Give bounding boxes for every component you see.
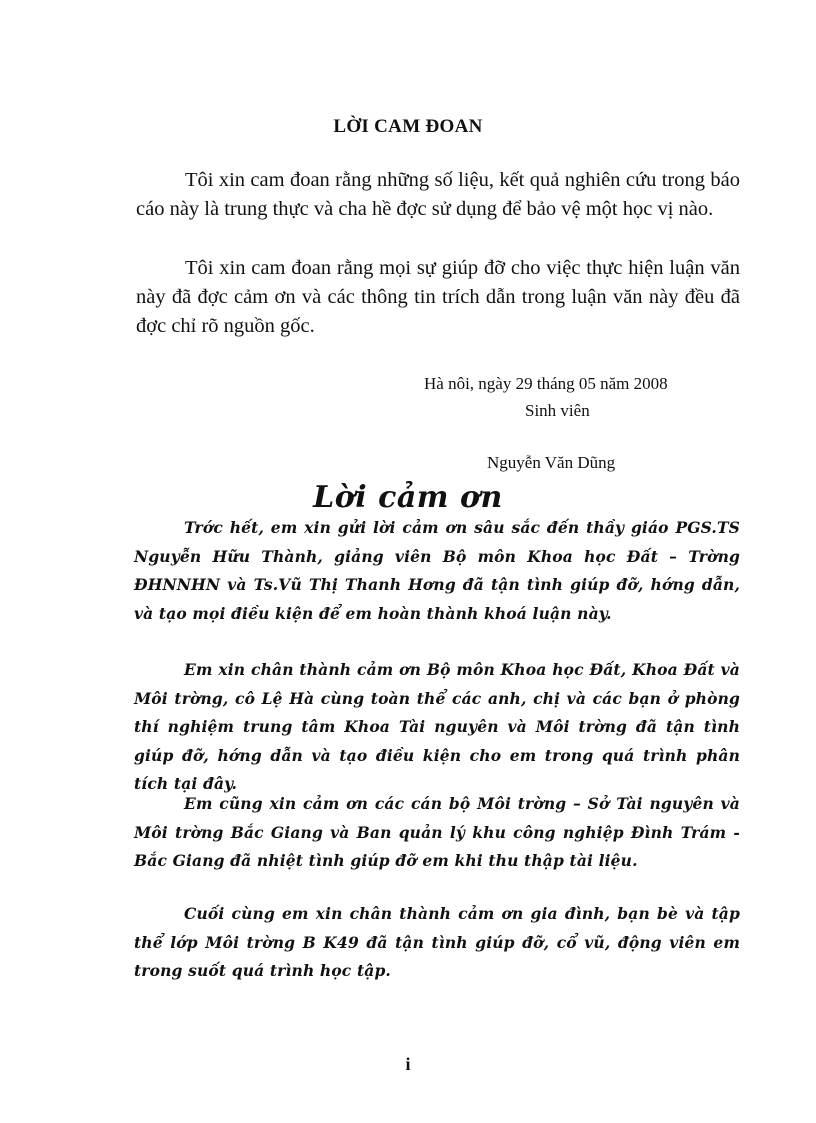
acknowledgement-title: Lời cảm ơn bbox=[313, 480, 503, 515]
acknowledgement-paragraph-4: Cuối cùng em xin chân thành cảm ơn gia đình, bạn bè và tập thể lớp Môi trờng B K49 đã tận tình giúp đỡ, cổ vũ, động viên em trong suốt quá trình học tập. bbox=[134, 904, 740, 980]
signature-date: Hà nôi, ngày 29 tháng 05 năm 2008 bbox=[424, 374, 668, 393]
acknowledgement-paragraph-2: Em xin chân thành cảm ơn Bộ môn Khoa học Đất, Khoa Đất và Môi trờng, cô Lệ Hà cùng toàn thể các anh, chị và các bạn ở phòng thí nghiệm trung tâm Khoa Tài nguyên và Môi trờng đã tận tình giúp đỡ, hớng dẫn và tạo điều kiện cho em trong quá trình phân tích tại đây. bbox=[134, 660, 740, 793]
acknowledgement-paragraph-3: Em cũng xin cảm ơn các cán bộ Môi trờng – Sở Tài nguyên và Môi trờng Bắc Giang và Ban quản lý khu công nghiệp Đình Trám - Bắc Giang đã nhiệt tình giúp đỡ em khi thu thập tài liệu. bbox=[134, 794, 740, 870]
signature-role: Sinh viên bbox=[525, 401, 590, 420]
signature-name: Nguyễn Văn Dũng bbox=[487, 453, 616, 472]
declaration-title: LỜI CAM ĐOAN bbox=[333, 116, 483, 137]
acknowledgement-paragraph-1: Trớc hết, em xin gửi lời cảm ơn sâu sắc đến thầy giáo PGS.TS Nguyễn Hữu Thành, giảng viên Bộ môn Khoa học Đất – Trờng ĐHNNHN và Ts.Vũ Thị Thanh Hơng đã tận tình giúp đỡ, hớng dẫn, và tạo mọi điều kiện để em hoàn thành khoá luận này. bbox=[134, 518, 740, 623]
declaration-paragraph-1: Tôi xin cam đoan rằng những số liệu, kết quả nghiên cứu trong báo cáo này là trung thực và cha hề đợc sử dụng để bảo vệ một học vị nào. bbox=[136, 169, 740, 220]
page-number: i bbox=[405, 1054, 411, 1074]
declaration-paragraph-2: Tôi xin cam đoan rằng mọi sự giúp đỡ cho việc thực hiện luận văn này đã đợc cảm ơn và các thông tin trích dẫn trong luận văn này đều đã đợc chỉ rõ nguồn gốc. bbox=[136, 257, 740, 337]
